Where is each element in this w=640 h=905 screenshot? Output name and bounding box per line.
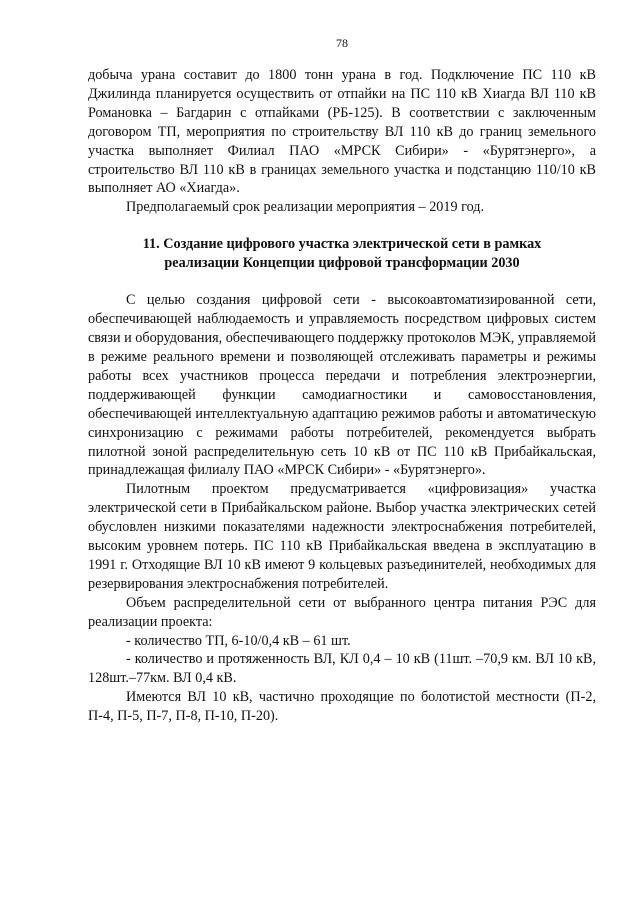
page-number: 78 bbox=[336, 36, 348, 50]
intro-paragraph: добыча урана составит до 1800 тонн урана в год. Подключение ПС 110 кВ Джилинда планируется осуществить от отпайки на ПС 110 кВ Хиагда ВЛ 110 кВ Романовка – Багдарин с отпайками (РБ-125). В соответствии с заключенным договором ТП, мероприятия по строительству ВЛ 110 кВ до границ земельного участка выполняет Филиал ПАО «МРСК Сибири» - «Бурятэнерго», а строительство ВЛ 110 кВ в границах земельного участка и подстанцию 110/10 кВ выполняет АО «Хиагда». bbox=[88, 67, 596, 197]
swamp-paragraph: Имеются ВЛ 10 кВ, частично проходящие по болотистой местности (П-2, П-4, П-5, П-7, П-8, П-10, П-20). bbox=[88, 689, 596, 725]
document-page bbox=[88, 36, 596, 726]
deadline-paragraph: Предполагаемый срок реализации мероприятия – 2019 год. bbox=[126, 199, 485, 216]
pilot-paragraph: Пилотным проектом предусматривается «цифровизация» участка электрической сети в Прибайкальском районе. Выбор участка электрических сетей обусловлен низкими показателями надежности электроснабжения потребителей, высоким уровнем потерь. ПС 110 кВ Прибайкальская введена в эксплуатацию в 1991 г. Отходящие ВЛ 10 кВ имеют 9 кольцевых разъединителей, необходимых для резервирования электроснабжения потребителей. bbox=[88, 481, 596, 592]
goal-paragraph: С целью создания цифровой сети - высокоавтоматизированной сети, обеспечивающей наблюдаемость и управляемость посредством цифровых систем связи и оборудования, обеспечивающего поддержку протоколов МЭК, управляемой в режиме реального времени и позволяющей отслеживать параметры и режимы работы всех участников процесса передачи и потребления электроэнергии, поддерживающей функции самодиагностики и самовосстановления, обеспечивающей интеллектуальную адаптацию режимов работы и автоматическую синхронизацию с режимами работы потребителей, рекомендуется выбрать пилотной зоной распределительную сеть 10 кВ от ПС 110 кВ Прибайкальская, принадлежащая филиалу ПАО «МРСК Сибири» - «Бурятэнерго». bbox=[88, 292, 596, 479]
volume-paragraph: Объем распределительной сети от выбранного центра питания РЭС для реализации проекта: bbox=[88, 594, 596, 630]
section-heading bbox=[88, 235, 596, 273]
list-item-vl: - количество и протяженность ВЛ, КЛ 0,4 – 10 кВ (11шт. –70,9 км. ВЛ 10 кВ, 128шт.–77км. ВЛ 0,4 кВ. bbox=[88, 651, 596, 687]
list-item-tp: - количество ТП, 6-10/0,4 кВ – 61 шт. bbox=[126, 632, 351, 649]
section-heading-line-1: 11. Создание цифрового участка электрической сети в рамках bbox=[142, 236, 542, 253]
section-heading-line-2: реализации Концепции цифровой трансформации 2030 bbox=[164, 255, 520, 272]
